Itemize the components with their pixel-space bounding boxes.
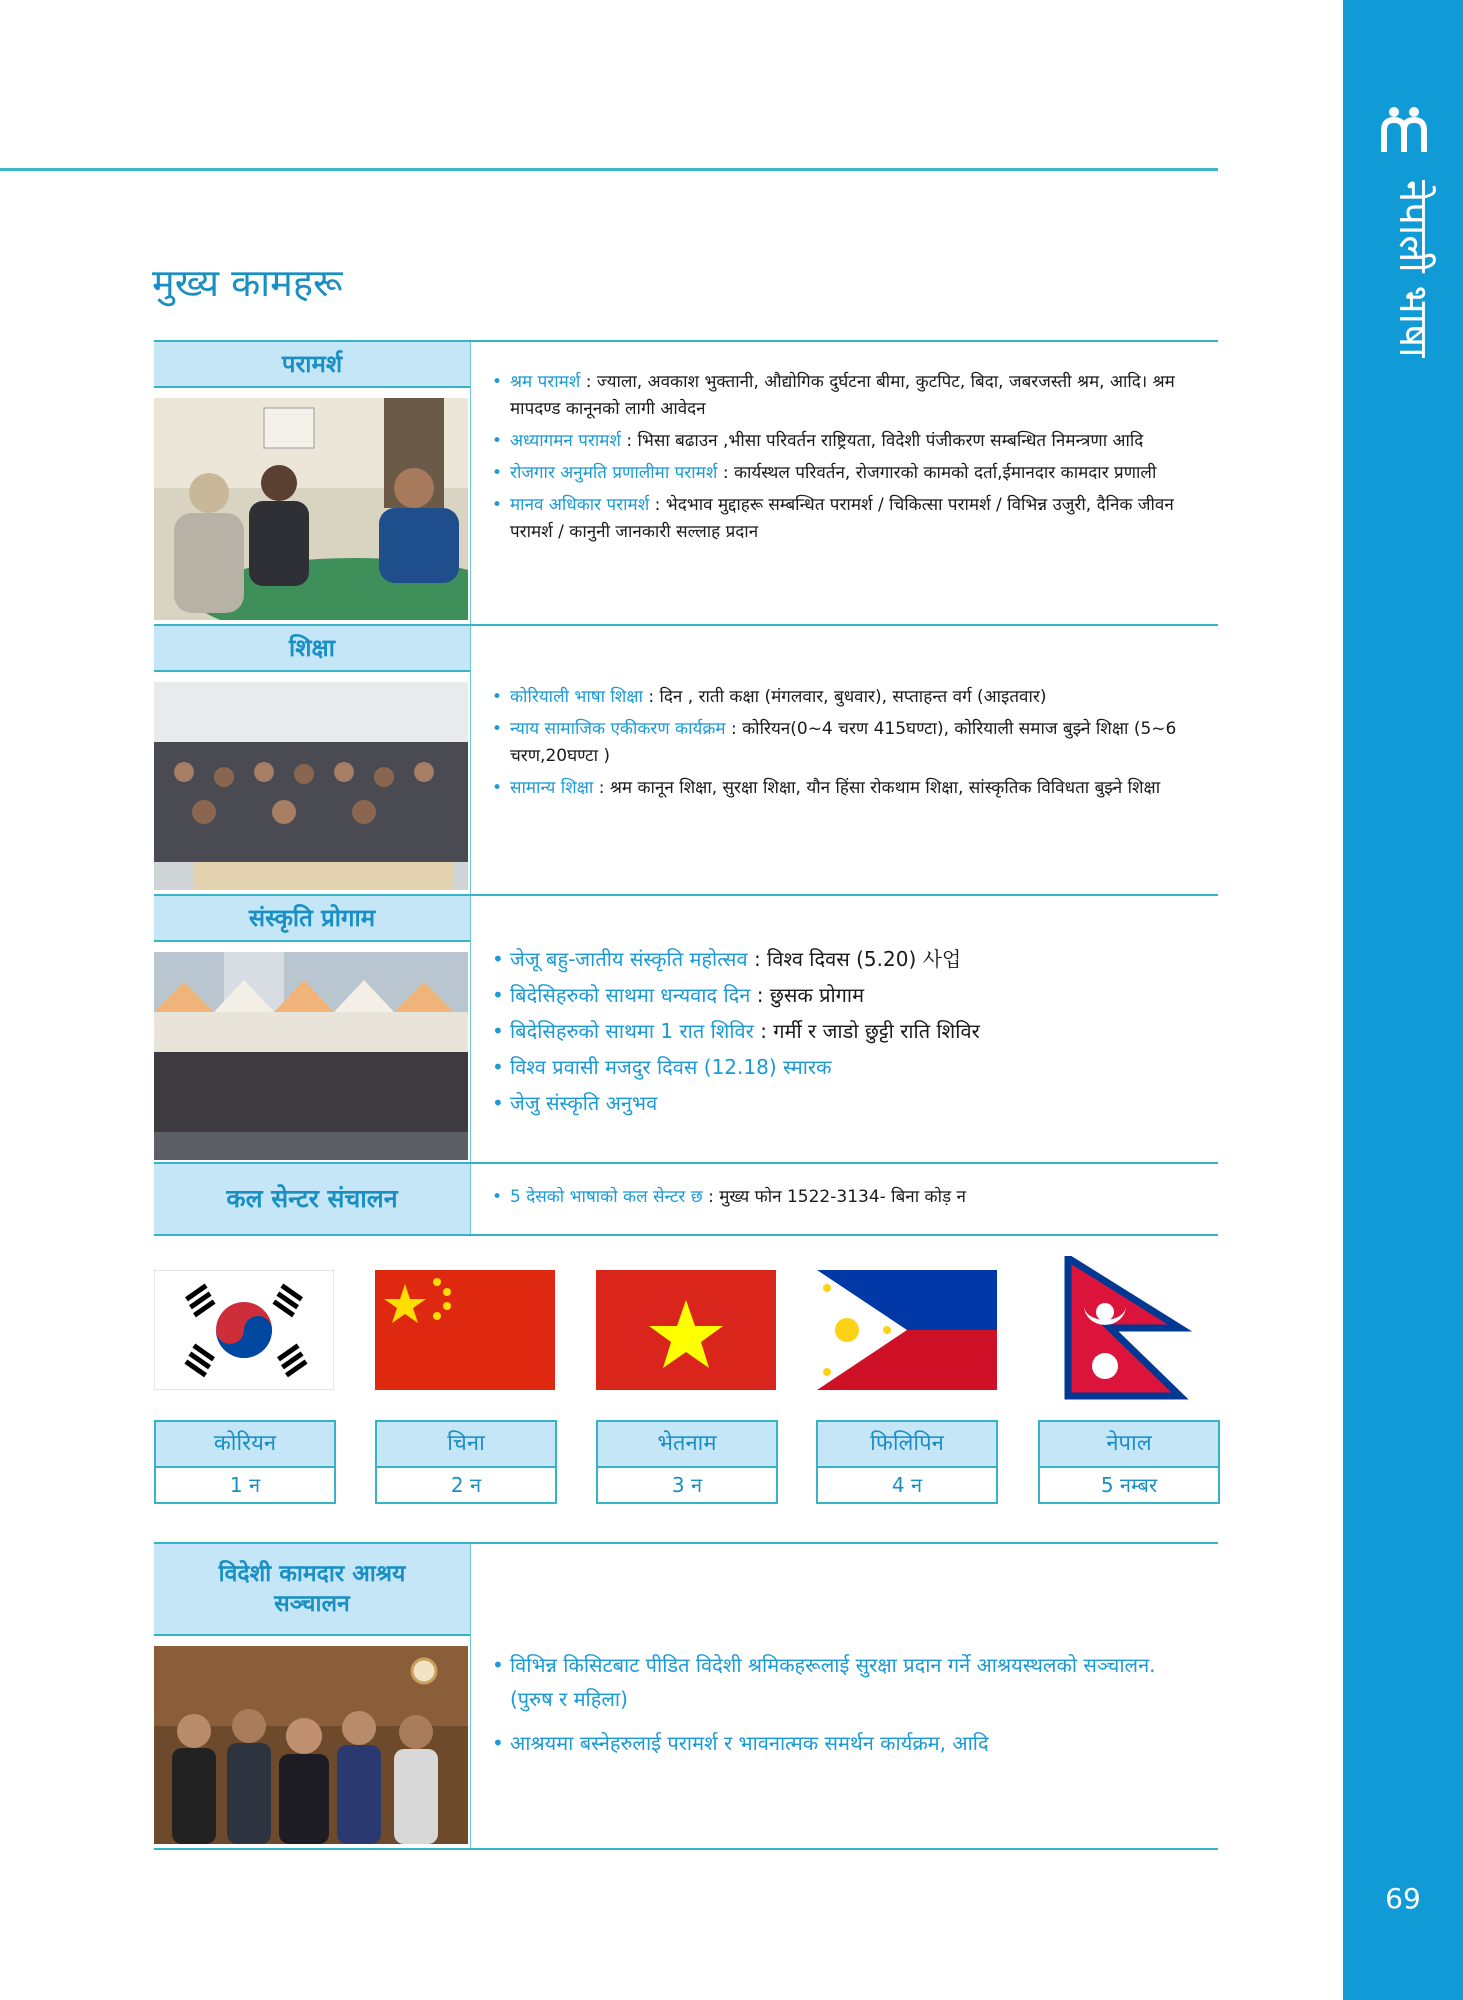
logo-icon: [1380, 104, 1428, 156]
korea-flag: [154, 1270, 334, 1390]
list-item: • अध्यागमन परामर्श : भिसा बढाउन ,भीसा परिवर्तन राष्ट्रियता, विदेशी पंजीकरण सम्बन्धित निमन्त्रणा आदि: [492, 428, 1198, 455]
china-flag: [375, 1270, 555, 1390]
section-left-column: [154, 1164, 471, 1234]
country-box-philippines: [816, 1420, 998, 1504]
shelter-photo: [154, 1646, 468, 1844]
country-number: 4 न: [818, 1468, 996, 1502]
page-number: 69: [1385, 1882, 1421, 1915]
list-item: • जेजू बहु-जातीय संस्कृति महोत्सव : विश्व दिवस (5.20) 사업: [492, 942, 1198, 976]
list-item: • श्रम परामर्श : ज्याला, अवकाश भुक्तानी, औद्योगिक दुर्घटना बीमा, कुटपिट, बिदा, जबरजस्ती श्रम, आदि। श्रम मापदण्ड कानूनको लागी आवेदन: [492, 369, 1198, 423]
section-content: [492, 1184, 1198, 1216]
list-item: • विभिन्न किसिटबाट पीडित विदेशी श्रमिकहरूलाई सुरक्षा प्रदान गर्ने आश्रयस्थलको सञ्चालन. (पुरुष र महिला): [492, 1648, 1198, 1716]
section-left-column: [154, 342, 471, 626]
list-item: • बिदेसिहरुको साथमा 1 रात शिविर : गर्मी र जाडो छुट्टी राति शिविर: [492, 1014, 1198, 1048]
section-content: [492, 684, 1198, 807]
list-item: • सामान्य शिक्षा : श्रम कानून शिक्षा, सुरक्षा शिक्षा, यौन हिंसा रोकथाम शिक्षा, सांस्कृतिक विविधता बुझ्ने शिक्षा: [492, 775, 1198, 802]
list-item: • जेजु संस्कृति अनुभव: [492, 1086, 1198, 1120]
section-label: शिक्षा: [154, 626, 470, 672]
section-label: संस्कृति प्रोगाम: [154, 896, 470, 942]
list-item: • कोरियाली भाषा शिक्षा : दिन , राती कक्षा (मंगलवार, बुधवार), सप्ताहन्त वर्ग (आइतवार): [492, 684, 1198, 711]
section-education: [154, 624, 1218, 896]
section-content: [492, 1648, 1198, 1762]
section-label: विदेशी कामदार आश्रय सञ्चालन: [154, 1544, 470, 1636]
country-box-vietnam: [596, 1420, 778, 1504]
country-box-nepal: [1038, 1420, 1220, 1504]
page-title: मुख्य कामहरू: [152, 261, 343, 305]
language-label: नेपाली भाषा: [1390, 180, 1436, 358]
section-left-column: [154, 1544, 471, 1848]
counselling-photo: [154, 398, 468, 620]
education-photo: [154, 682, 468, 890]
country-number: 3 न: [598, 1468, 776, 1502]
section-call-center: [154, 1162, 1218, 1236]
section-left-column: [154, 626, 471, 896]
list-item: • विश्व प्रवासी मजदुर दिवस (12.18) स्मारक: [492, 1050, 1198, 1084]
list-item: • 5 देसको भाषाको कल सेन्टर छ : मुख्य फोन 1522-3134- बिना कोड़ न: [492, 1184, 1198, 1211]
philippines-flag: [817, 1270, 997, 1390]
section-culture: [154, 894, 1218, 1164]
section-content: [492, 369, 1198, 551]
country-number: 2 न: [377, 1468, 555, 1502]
list-item: • आश्रयमा बस्नेहरुलाई परामर्श र भावनात्मक समर्थन कार्यक्रम, आदि: [492, 1726, 1198, 1760]
vietnam-flag: [596, 1270, 776, 1390]
section-label: परामर्श: [154, 342, 470, 388]
country-box-china: [375, 1420, 557, 1504]
section-counselling: [154, 340, 1218, 626]
section-shelter: [154, 1542, 1218, 1850]
list-item: • बिदेसिहरुको साथमा धन्यवाद दिन : छुसक प्रोगाम: [492, 978, 1198, 1012]
flags-row: [154, 1250, 1218, 1400]
country-number: 5 नम्बर: [1040, 1468, 1218, 1502]
section-label: कल सेन्टर संचालन: [226, 1184, 398, 1213]
list-item: • मानव अधिकार परामर्श : भेदभाव मुद्दाहरू सम्बन्धित परामर्श / चिकित्सा परामर्श / विभिन्न उजुरी, दैनिक जीवन परामर्श / कानुनी जानकारी सल्लाह प्रदान: [492, 492, 1198, 546]
list-item: • न्याय सामाजिक एकीकरण कार्यक्रम : कोरियन(0~4 चरण 415घण्टा), कोरियाली समाज बुझ्ने शिक्षा (5~6 चरण,20घण्टा ): [492, 716, 1198, 770]
country-box-korea: [154, 1420, 336, 1504]
top-rule: [0, 168, 1218, 171]
culture-festival-photo: [154, 952, 468, 1160]
country-number: 1 न: [156, 1468, 334, 1502]
country-name: भेतनाम: [598, 1422, 776, 1468]
list-item: • रोजगार अनुमति प्रणालीमा परामर्श : कार्यस्थल परिवर्तन, रोजगारको कामको दर्ता,ईमानदार कामदार प्रणाली: [492, 460, 1198, 487]
country-name: फिलिपिन: [818, 1422, 996, 1468]
section-left-column: [154, 896, 471, 1164]
country-name: कोरियन: [156, 1422, 334, 1468]
country-name: नेपाल: [1040, 1422, 1218, 1468]
section-content: [492, 942, 1198, 1122]
nepal-flag: [1064, 1256, 1194, 1400]
country-name: चिना: [377, 1422, 555, 1468]
